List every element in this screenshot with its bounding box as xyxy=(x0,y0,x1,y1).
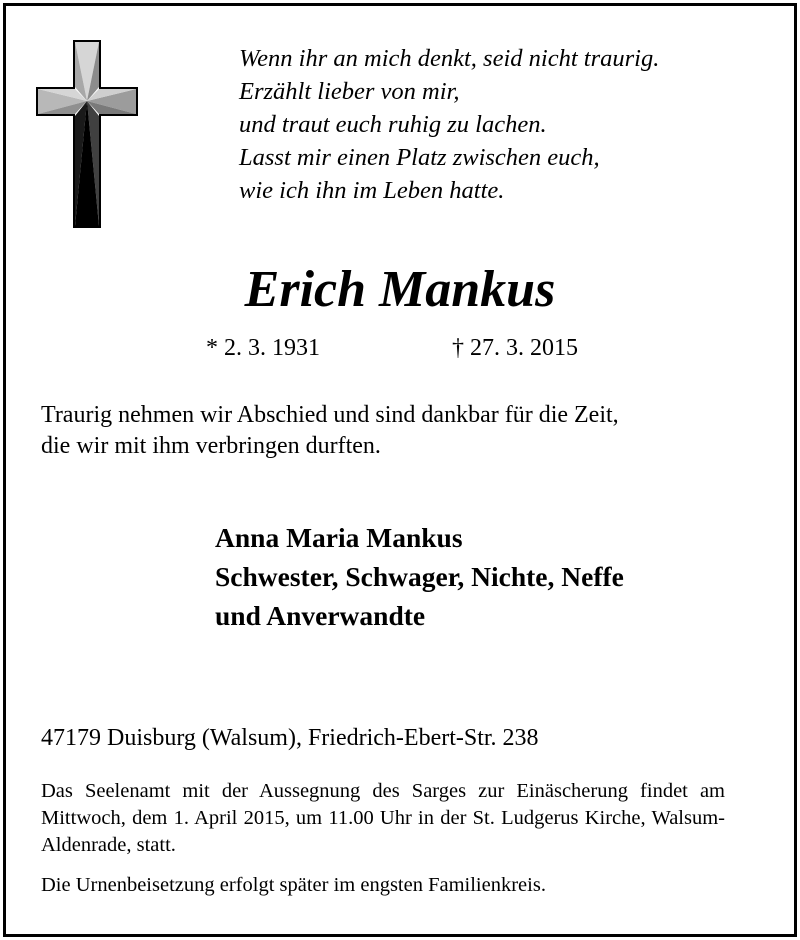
mourner-line: Anna Maria Mankus xyxy=(215,522,463,553)
poem-line: wie ich ihn im Leben hatte. xyxy=(239,177,505,204)
poem-line: Lasst mir einen Platz zwischen euch, xyxy=(239,144,600,171)
burial-info: Die Urnenbeisetzung erfolgt später im engsten Familienkreis. xyxy=(41,874,546,896)
mourner-line: Schwester, Schwager, Nichte, Neffe xyxy=(215,561,624,592)
birth-date: * 2. 3. 1931 xyxy=(206,335,320,361)
poem-line: Wenn ihr an mich denkt, seid nicht traurig. xyxy=(239,45,660,72)
farewell-text xyxy=(41,400,619,462)
poem xyxy=(239,42,659,207)
cross-icon xyxy=(36,40,138,228)
farewell-line: Traurig nehmen wir Abschied und sind dankbar für die Zeit, xyxy=(41,402,619,428)
mourner-line: und Anverwandte xyxy=(215,600,426,631)
poem-line: Erzählt lieber von mir, xyxy=(239,78,460,105)
poem-line: und traut euch ruhig zu lachen. xyxy=(239,111,547,138)
obituary-notice xyxy=(3,3,797,937)
mourners xyxy=(215,518,624,635)
farewell-line: die wir mit ihm verbringen durften. xyxy=(41,433,381,459)
deceased-name: Erich Mankus xyxy=(244,261,556,318)
death-date: † 27. 3. 2015 xyxy=(452,335,578,361)
service-info: Das Seelenamt mit der Aussegnung des Sarges zur Einäscherung findet am Mittwoch, dem 1. April 2015, um 11.00 Uhr in der St. Ludgerus Kirche, Walsum-Aldenrade, statt. xyxy=(41,780,725,856)
address: 47179 Duisburg (Walsum), Friedrich-Ebert-Str. 238 xyxy=(41,725,539,751)
